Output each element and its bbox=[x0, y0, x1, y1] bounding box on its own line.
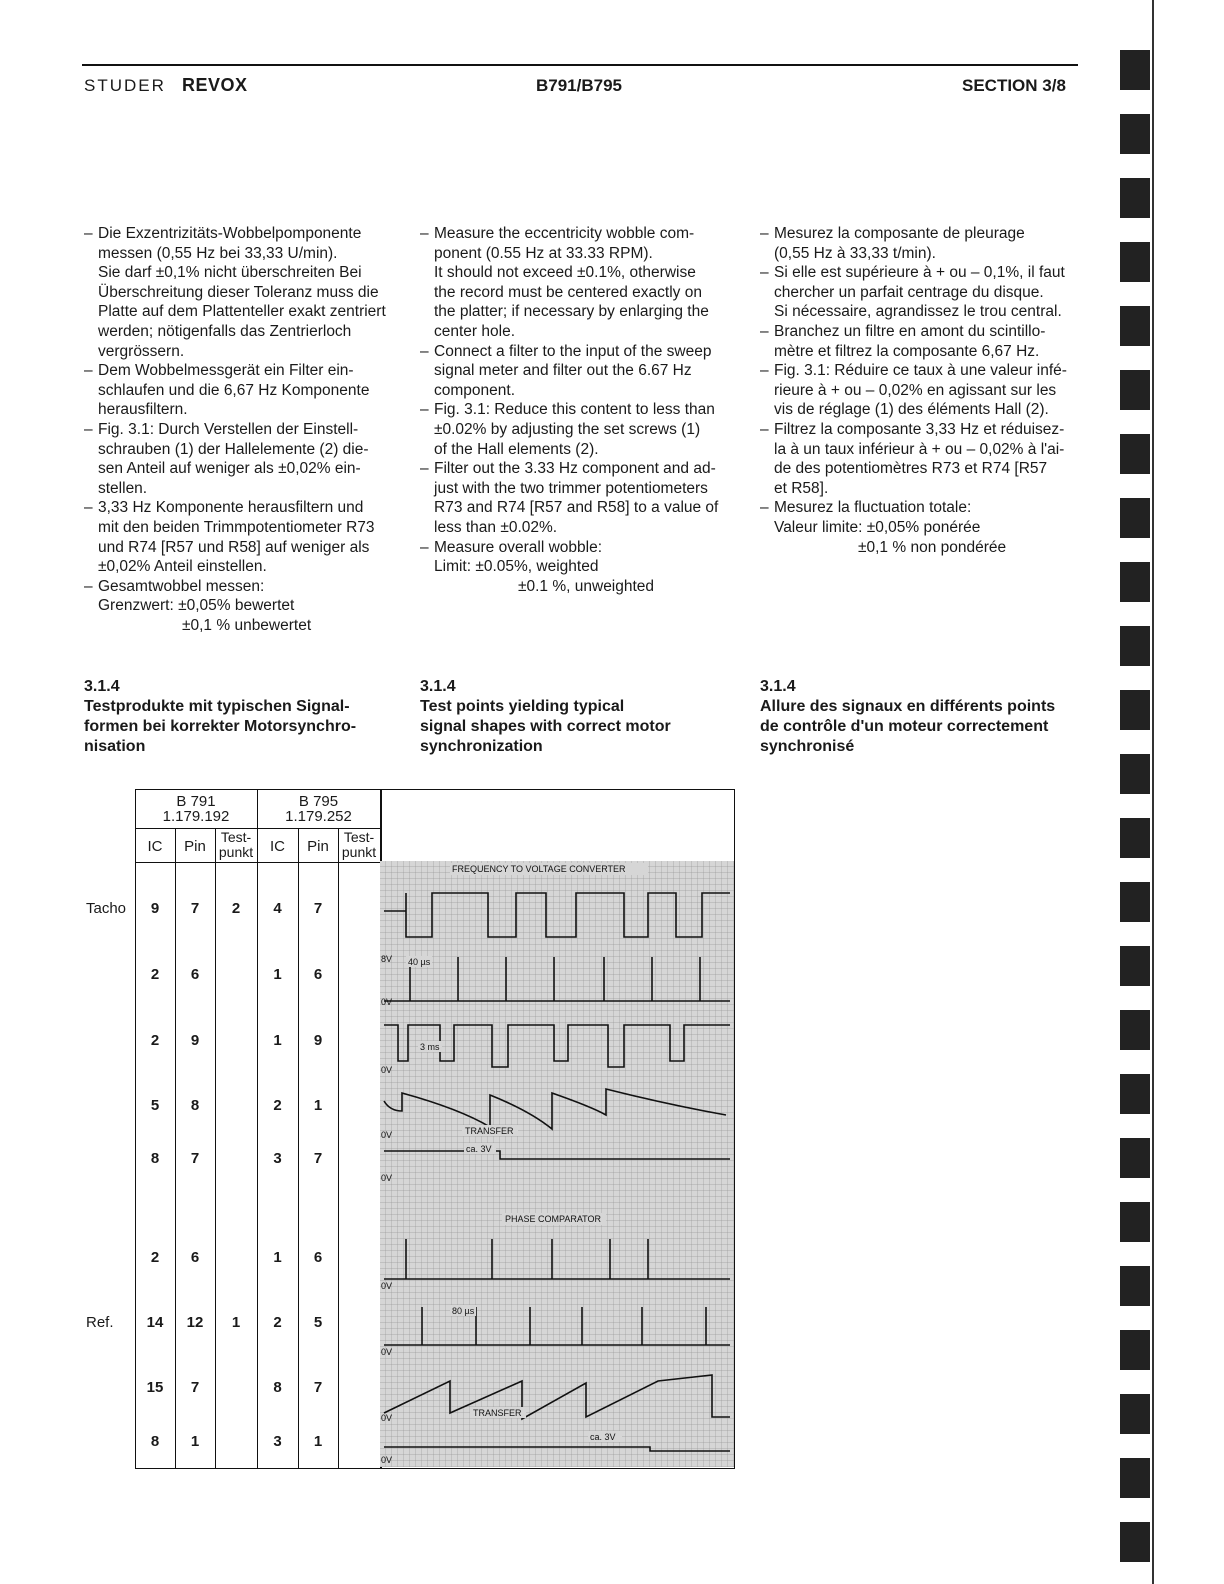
table-cell-pin1: 7 bbox=[190, 1379, 200, 1396]
list-item bbox=[84, 224, 400, 361]
text-line: vis de réglage (1) des éléments Hall (2). bbox=[774, 401, 1049, 419]
scope-label-ca3v: ca. 3V bbox=[590, 1432, 616, 1442]
brand-revox-logo: REVOX bbox=[182, 75, 248, 95]
text-line: Si nécessaire, agrandissez le trou central. bbox=[774, 303, 1062, 321]
text-line: component. bbox=[434, 381, 515, 399]
col-ic-header: IC bbox=[147, 838, 163, 855]
col-testpoint-line: punkt bbox=[341, 844, 377, 860]
table-cell-pin1: 1 bbox=[190, 1433, 200, 1450]
text-line: of the Hall elements (2). bbox=[434, 440, 599, 458]
text-line: – Filter out the 3.33 Hz component and ad- bbox=[434, 460, 716, 478]
table-cell-ic2: 2 bbox=[273, 1314, 282, 1331]
scope-label-0v: 0V bbox=[381, 1065, 393, 1075]
list-item bbox=[420, 224, 736, 342]
section-heading-english bbox=[420, 677, 740, 757]
text-line: schlaufen und die 6,67 Hz Komponente bbox=[98, 381, 370, 399]
scope-label-8v: 8V bbox=[381, 954, 393, 964]
section-title-line: de contrôle d'un moteur correctement bbox=[760, 718, 1049, 735]
scope-label-0v: 0V bbox=[381, 1455, 393, 1465]
table-cell-pin2: 5 bbox=[313, 1314, 323, 1331]
section-title-line: formen bei korrekter Motorsynchro- bbox=[84, 718, 357, 735]
text-line: – Measure the eccentricity wobble com- bbox=[434, 225, 695, 242]
table-cell-ic1: 14 bbox=[146, 1314, 164, 1331]
text-line: de des potentiomètres R73 et R74 [R57 bbox=[774, 460, 1048, 478]
col-ic-header: IC bbox=[270, 838, 285, 855]
binding-hole bbox=[1120, 50, 1150, 90]
b791-label: B 791 bbox=[176, 793, 216, 810]
list-item bbox=[760, 361, 1076, 420]
header-rule bbox=[82, 64, 1078, 66]
oscilloscope-waveforms bbox=[380, 861, 734, 1467]
list-item bbox=[420, 459, 736, 537]
text-line: chercher un parfait centrage du disque. bbox=[774, 283, 1044, 301]
text-line: – Gesamtwobbel messen: bbox=[98, 577, 265, 595]
binding-hole bbox=[1120, 1458, 1150, 1498]
table-cell-ic2: 1 bbox=[273, 1249, 282, 1266]
binding-hole bbox=[1120, 1138, 1150, 1178]
scope-label-transfer: TRANSFER bbox=[465, 1126, 514, 1136]
text-line: Sie darf ±0,1% nicht überschreiten Bei bbox=[98, 264, 362, 282]
section-title-line: nisation bbox=[84, 738, 146, 755]
text-line: It should not exceed ±0.1%, otherwise bbox=[434, 264, 696, 282]
text-line: the platter; if necessary by enlarging the bbox=[434, 303, 709, 321]
list-item bbox=[760, 498, 1076, 557]
text-line: et R58]. bbox=[774, 479, 829, 497]
col-testpoint-line: Test- bbox=[343, 829, 375, 845]
text-line: less than ±0.02%. bbox=[434, 518, 558, 536]
table-cell-ic1: 9 bbox=[150, 900, 160, 917]
binding-hole bbox=[1120, 242, 1150, 282]
scope-label-transfer: TRANSFER bbox=[473, 1408, 522, 1418]
table-cell-ic2: 4 bbox=[273, 900, 282, 917]
table-cell-ic1: 2 bbox=[150, 1032, 160, 1049]
col-testpoint-header bbox=[215, 830, 257, 860]
text-line: sen Anteil auf weniger als ±0,02% ein- bbox=[98, 460, 361, 478]
b795-header bbox=[257, 794, 380, 824]
table-cell-ic1: 2 bbox=[150, 1249, 160, 1266]
b795-label: B 795 bbox=[298, 793, 339, 810]
table-cell-pin2: 6 bbox=[313, 1249, 323, 1266]
text-line: center hole. bbox=[434, 322, 515, 340]
text-line: vergrössern. bbox=[98, 342, 185, 360]
section-number: SECTION 3/8 bbox=[962, 76, 1066, 95]
binding-hole bbox=[1120, 1266, 1150, 1306]
table-cell-pin1: 6 bbox=[190, 1249, 200, 1266]
scope-label-0v: 0V bbox=[381, 1281, 393, 1291]
binding-hole bbox=[1120, 178, 1150, 218]
text-line: la à un taux inférieur à + ou – 0,02% à l'ai- bbox=[774, 440, 1065, 458]
list-item bbox=[84, 361, 400, 420]
text-line: ±0,1 % non pondérée bbox=[858, 538, 1007, 556]
text-line: just with the two trimmer potentiometers bbox=[434, 479, 708, 497]
text-line: ±0.1 %, unweighted bbox=[518, 577, 655, 595]
list-item bbox=[420, 538, 736, 597]
text-line: – 3,33 Hz Komponente herausfiltern und bbox=[98, 499, 364, 517]
table-cell-ic1: 8 bbox=[150, 1150, 160, 1167]
binding-hole bbox=[1120, 562, 1150, 602]
text-line: ±0,02% Anteil einstellen. bbox=[98, 558, 267, 576]
binding-hole bbox=[1120, 690, 1150, 730]
scope-label-ca3v: ca. 3V bbox=[466, 1144, 492, 1154]
text-line: ±0.02% by adjusting the set screws (1) bbox=[434, 420, 701, 438]
col-testpoint-header bbox=[338, 830, 380, 860]
table-cell-pin1: 7 bbox=[190, 1150, 200, 1167]
binding-hole bbox=[1120, 1074, 1150, 1114]
table-cell-ic2: 3 bbox=[273, 1150, 282, 1167]
row-label: Tacho bbox=[86, 900, 127, 917]
text-line: messen (0,55 Hz bei 33,33 U/min). bbox=[98, 244, 338, 262]
text-line: Überschreitung dieser Toleranz muss die bbox=[98, 283, 379, 301]
table-cell-tp: 2 bbox=[231, 900, 241, 917]
b795-part-number: 1.179.252 bbox=[285, 808, 352, 825]
table-cell-ic1: 5 bbox=[150, 1097, 160, 1114]
text-line: – Measure overall wobble: bbox=[434, 538, 603, 556]
text-line: (0,55 Hz à 33,33 t/min). bbox=[774, 244, 936, 262]
table-cell-pin1: 9 bbox=[190, 1032, 200, 1049]
scope-label-0v: 0V bbox=[381, 1173, 393, 1183]
section-number-en: 3.1.4 bbox=[420, 678, 456, 695]
text-line: stellen. bbox=[98, 479, 148, 497]
table-cell-ic2: 3 bbox=[273, 1433, 282, 1450]
table-cell-pin2: 7 bbox=[313, 1150, 323, 1167]
section-title-line: signal shapes with correct motor bbox=[420, 718, 671, 735]
section-number-fr: 3.1.4 bbox=[760, 678, 796, 695]
col-testpoint-line: Test- bbox=[220, 829, 252, 845]
text-line: Limit: ±0.05%, weighted bbox=[434, 558, 599, 576]
text-line: – Mesurez la fluctuation totale: bbox=[774, 499, 972, 517]
text-line: – Die Exzentrizitäts-Wobbelpomponente bbox=[98, 225, 362, 242]
text-line: ±0,1 % unbewertet bbox=[182, 616, 312, 634]
list-item bbox=[760, 322, 1076, 361]
text-line: the record must be centered exactly on bbox=[434, 283, 702, 301]
list-item bbox=[84, 420, 400, 498]
text-line: Valeur limite: ±0,05% ponérée bbox=[774, 518, 981, 536]
table-divider bbox=[215, 828, 216, 1469]
binding-hole bbox=[1120, 626, 1150, 666]
scope-grid bbox=[380, 861, 734, 1467]
list-item bbox=[420, 342, 736, 401]
text-line: – Fig. 3.1: Reduce this content to less than bbox=[434, 401, 715, 419]
text-line: – Fig. 3.1: Réduire ce taux à une valeur infé- bbox=[774, 362, 1067, 380]
binding-hole bbox=[1120, 946, 1150, 986]
binding-hole bbox=[1120, 818, 1150, 858]
scope-label-0v: 0V bbox=[381, 1347, 393, 1357]
list-item bbox=[760, 263, 1076, 322]
table-cell-tp: 1 bbox=[231, 1314, 241, 1331]
text-column-english bbox=[420, 224, 736, 596]
text-line: Platte auf dem Plattenteller exakt zentriert bbox=[98, 303, 386, 321]
text-line: – Fig. 3.1: Durch Verstellen der Einstell- bbox=[98, 420, 359, 438]
binding-hole bbox=[1120, 754, 1150, 794]
b791-header bbox=[135, 794, 257, 824]
binding-hole bbox=[1120, 1394, 1150, 1434]
text-line: werden; nötigenfalls das Zentrierloch bbox=[98, 322, 352, 340]
text-line: R73 and R74 [R57 and R58] to a value of bbox=[434, 499, 719, 517]
model-title: B791/B795 bbox=[536, 76, 623, 95]
binding-hole bbox=[1120, 1330, 1150, 1370]
text-column-french bbox=[760, 224, 1076, 557]
binding-hole bbox=[1120, 434, 1150, 474]
text-column-german bbox=[84, 224, 400, 635]
text-line: Grenzwert: ±0,05% bewertet bbox=[98, 597, 295, 615]
table-divider bbox=[338, 828, 339, 1469]
section-heading-german bbox=[84, 677, 404, 757]
table-cell-pin2: 1 bbox=[313, 1097, 323, 1114]
table-cell-ic1: 8 bbox=[150, 1433, 160, 1450]
col-testpoint-line: punkt bbox=[218, 844, 254, 860]
table-cell-ic2: 8 bbox=[273, 1379, 282, 1396]
table-cell-pin1: 7 bbox=[190, 900, 200, 917]
table-divider bbox=[175, 828, 176, 1469]
text-line: rieure à + ou – 0,02% en agissant sur les bbox=[774, 381, 1057, 399]
table-cell-pin2: 7 bbox=[313, 900, 323, 917]
text-line: herausfiltern. bbox=[98, 401, 188, 419]
section-title-line: Test points yielding typical bbox=[420, 698, 625, 715]
scope-label-0v: 0V bbox=[381, 1130, 393, 1140]
table-cell-ic2: 1 bbox=[273, 966, 282, 983]
scope-label-phase: PHASE COMPARATOR bbox=[505, 1214, 602, 1224]
binding-hole bbox=[1120, 498, 1150, 538]
brand-studer-logo: STUDER bbox=[84, 76, 166, 95]
table-divider bbox=[257, 789, 258, 1469]
table-cell-ic2: 2 bbox=[273, 1097, 282, 1114]
section-heading-french bbox=[760, 677, 1080, 757]
binding-hole bbox=[1120, 882, 1150, 922]
text-line: und R74 [R57 und R58] auf weniger als bbox=[98, 538, 370, 556]
list-item bbox=[84, 577, 400, 636]
table-cell-pin1: 8 bbox=[190, 1097, 200, 1114]
col-pin-header: Pin bbox=[307, 838, 329, 855]
list-item bbox=[420, 400, 736, 459]
binding-hole bbox=[1120, 1010, 1150, 1050]
text-line: – Dem Wobbelmessgerät ein Filter ein- bbox=[98, 362, 354, 380]
binding-holes-strip bbox=[1118, 0, 1158, 1584]
table-cell-pin2: 9 bbox=[313, 1032, 323, 1049]
scope-label-0v: 0V bbox=[381, 1413, 393, 1423]
binding-hole bbox=[1120, 306, 1150, 346]
table-cell-ic1: 15 bbox=[146, 1379, 164, 1396]
list-item bbox=[760, 224, 1076, 263]
section-title-line: synchronization bbox=[420, 738, 543, 755]
text-line: mètre et filtrez la composante 6,67 Hz. bbox=[774, 342, 1040, 360]
text-line: – Si elle est supérieure à + ou – 0,1%, il faut bbox=[774, 264, 1065, 282]
text-line: schrauben (1) der Hallelemente (2) die- bbox=[98, 440, 369, 458]
table-cell-pin2: 1 bbox=[313, 1433, 323, 1450]
scope-label-0v: 0V bbox=[381, 997, 393, 1007]
table-cell-pin1: 12 bbox=[186, 1314, 204, 1331]
section-number-de: 3.1.4 bbox=[84, 678, 120, 695]
binding-hole bbox=[1120, 1202, 1150, 1242]
section-title-line: synchronisé bbox=[760, 738, 855, 755]
scope-label-40us: 40 µs bbox=[408, 957, 431, 967]
list-item bbox=[84, 498, 400, 576]
scope-label-80us: 80 µs bbox=[452, 1306, 475, 1316]
text-line: mit den beiden Trimmpotentiometer R73 bbox=[98, 518, 375, 536]
section-title-line: Allure des signaux en différents points bbox=[760, 698, 1056, 715]
text-line: – Connect a filter to the input of the sweep bbox=[434, 342, 712, 360]
table-cell-pin2: 7 bbox=[313, 1379, 323, 1396]
b791-part-number: 1.179.192 bbox=[162, 808, 230, 825]
section-title-line: Testprodukte mit typischen Signal- bbox=[84, 698, 350, 715]
table-cell-ic2: 1 bbox=[273, 1032, 282, 1049]
list-item bbox=[760, 420, 1076, 498]
text-line: signal meter and filter out the 6.67 Hz bbox=[434, 362, 692, 380]
scope-label-fvc: FREQUENCY TO VOLTAGE CONVERTER bbox=[452, 864, 626, 874]
binding-hole bbox=[1120, 1522, 1150, 1562]
table-cell-ic1: 2 bbox=[150, 966, 160, 983]
table-cell-pin1: 6 bbox=[190, 966, 200, 983]
binding-hole bbox=[1120, 370, 1150, 410]
table-divider bbox=[298, 828, 299, 1469]
text-line: – Mesurez la composante de pleurage bbox=[774, 225, 1025, 242]
table-cell-pin2: 6 bbox=[313, 966, 323, 983]
binding-hole bbox=[1120, 114, 1150, 154]
row-label: Ref. bbox=[86, 1314, 114, 1331]
scope-label-3ms: 3 ms bbox=[420, 1042, 440, 1052]
text-line: – Branchez un filtre en amont du scintillo- bbox=[774, 322, 1046, 340]
text-line: – Filtrez la composante 3,33 Hz et réduisez- bbox=[774, 420, 1065, 438]
text-line: ponent (0.55 Hz at 33.33 RPM). bbox=[434, 244, 653, 262]
col-pin-header: Pin bbox=[184, 838, 206, 855]
